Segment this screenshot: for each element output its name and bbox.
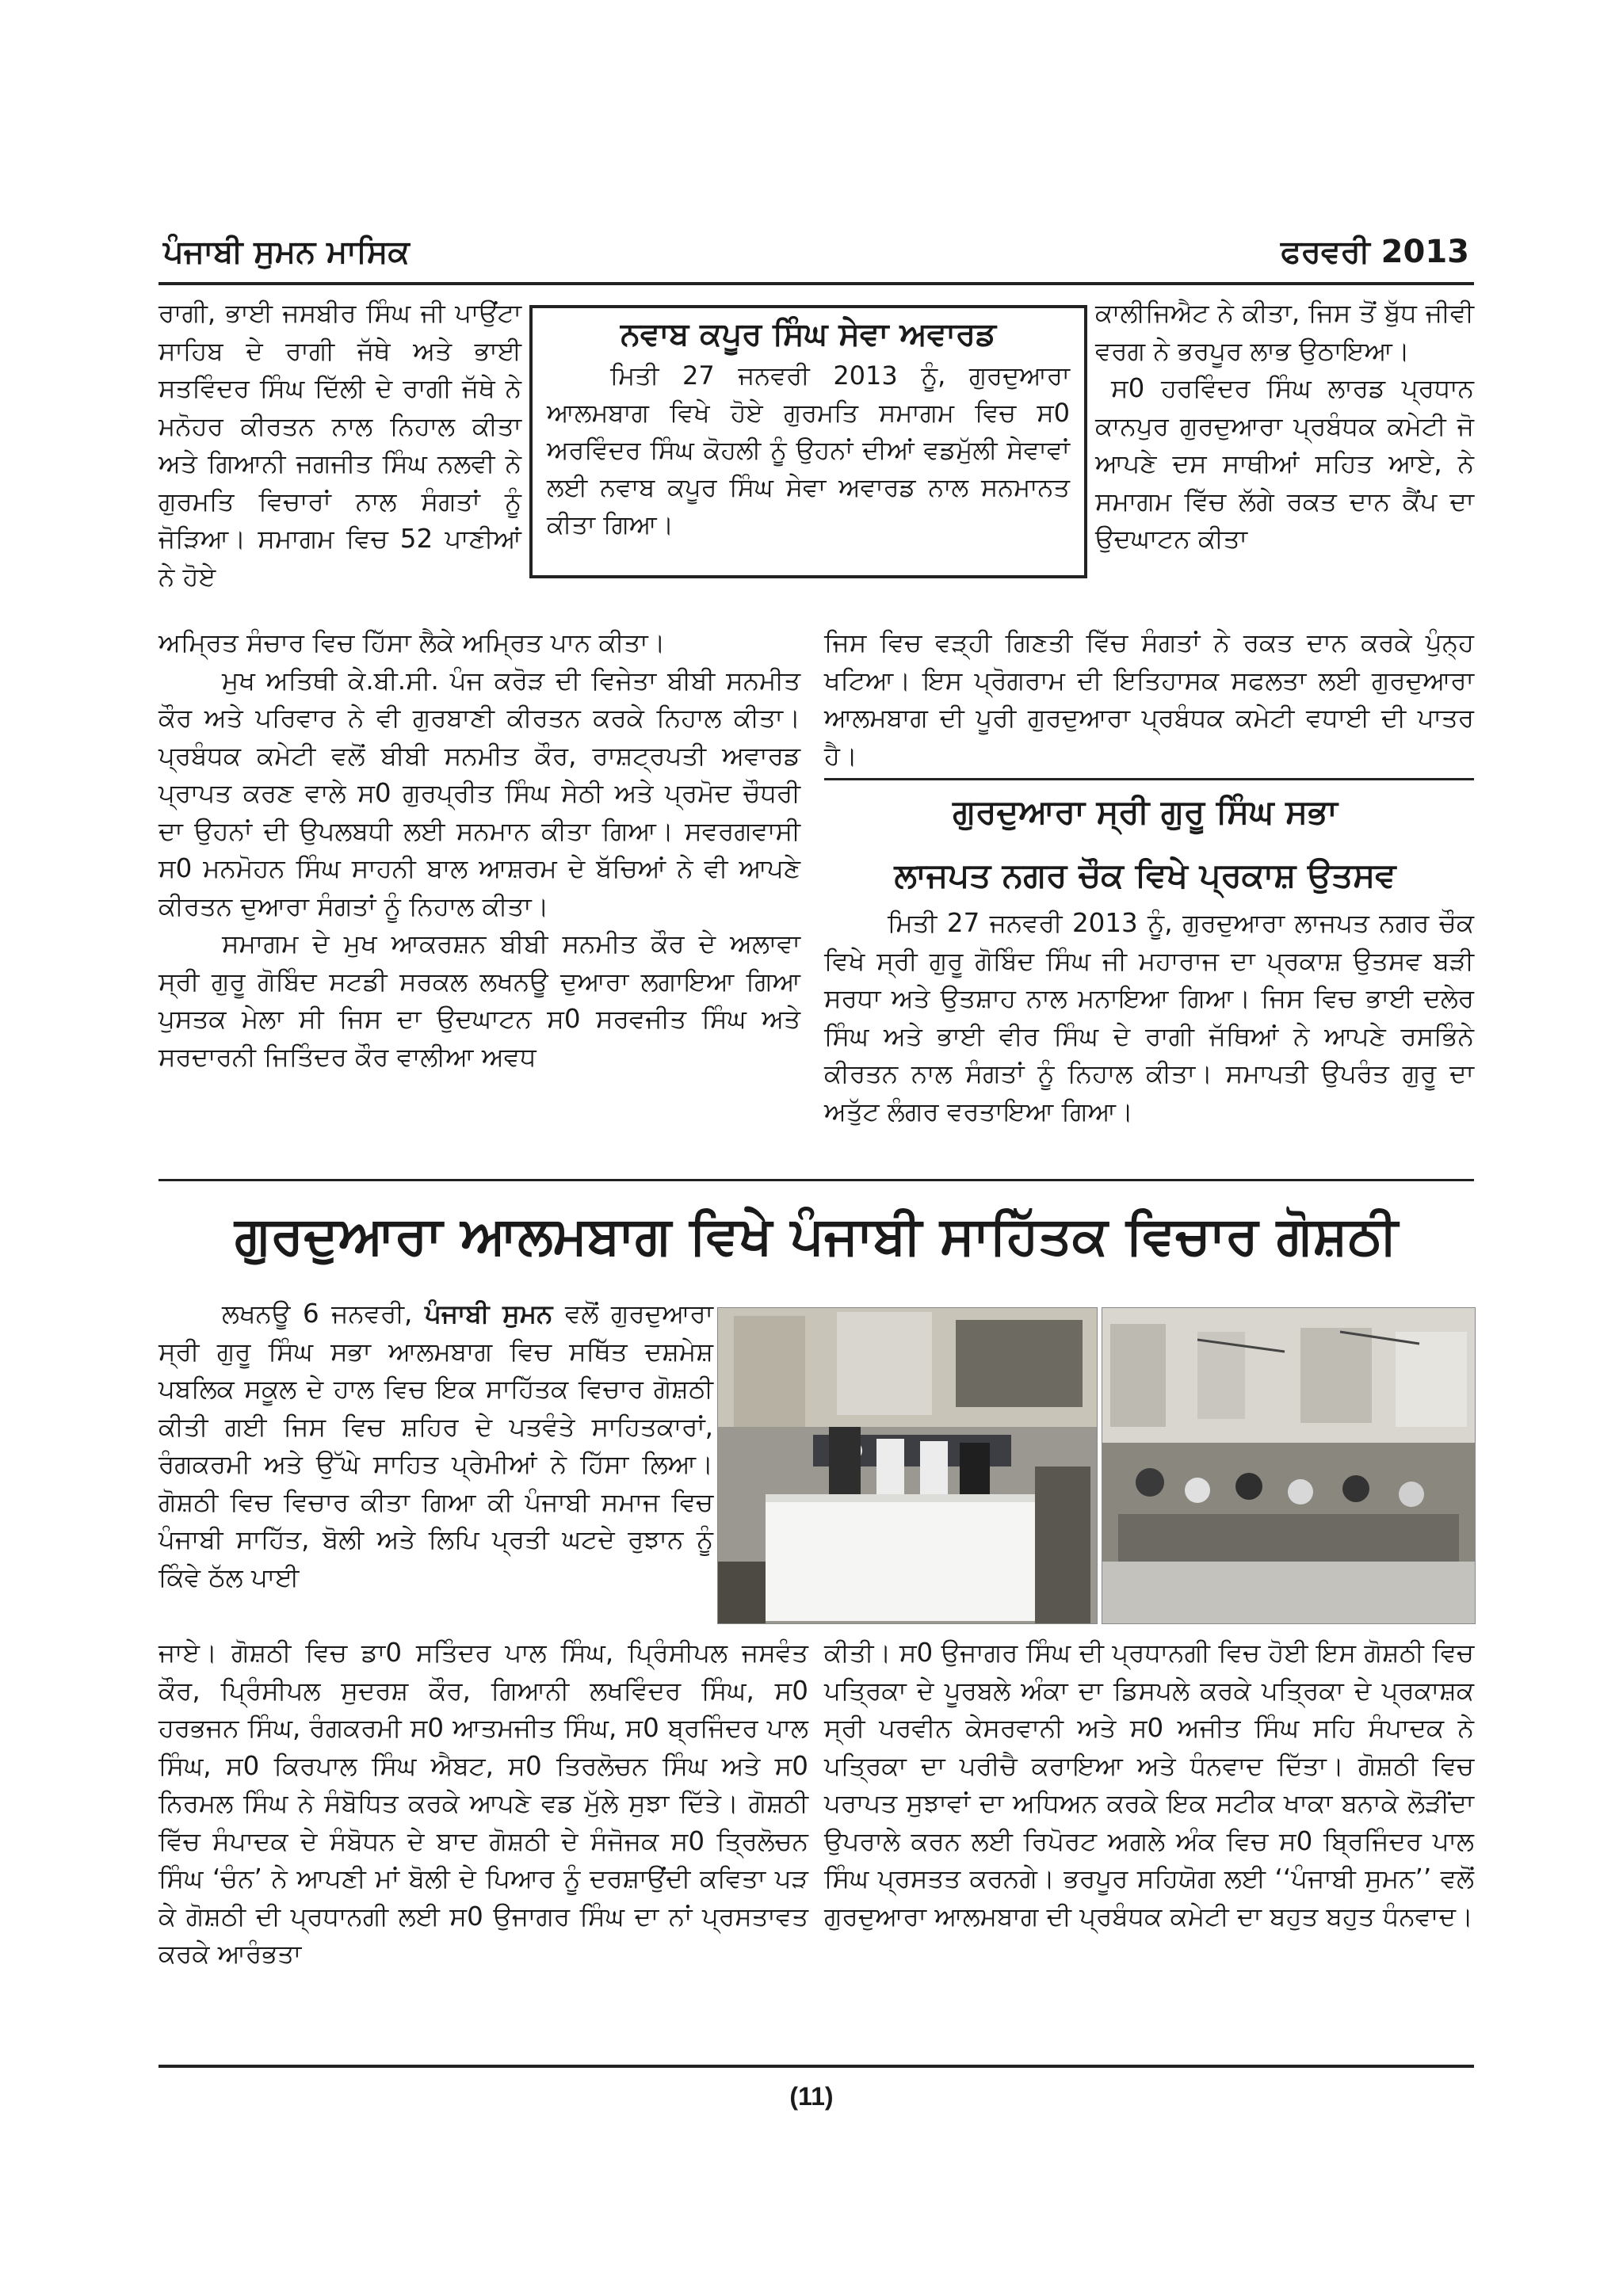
top-right-paragraph-2: ਸ0 ਹਰਵਿੰਦਰ ਸਿੰਘ ਲਾਰਡ ਪ੍ਰਧਾਨ ਕਾਨਪੁਰ ਗੁਰਦੁਆਰਾ ਪ੍ਰਬੰਧਕ ਕਮੇਟੀ ਜੋ ਆਪਣੇ ਦਸ ਸਾਥੀਆਂ ਸਹਿਤ ਆਏ, ਨੇ ਸਮਾਗਮ ਵਿੱਚ ਲੱਗੇ ਰਕਤ ਦਾਨ ਕੈਂਪ ਦਾ ਉਦਘਾਟਨ ਕੀਤਾ	[1095, 373, 1474, 554]
header-rule	[158, 282, 1474, 285]
award-box-body: ਮਿਤੀ 27 ਜਨਵਰੀ 2013 ਨੂੰ, ਗੁਰਦੁਆਰਾ ਆਲਮਬਾਗ ਵਿਖੇ ਹੋਏ ਗੁਰਮਤਿ ਸਮਾਗਮ ਵਿਚ ਸ0 ਅਰਵਿੰਦਰ ਸਿੰਘ ਕੋਹਲੀ ਨੂੰ ਉਹਨਾਂ ਦੀਆਂ ਵਡਮੁੱਲੀ ਸੇਵਾਵਾਂ ਲਈ ਨਵਾਬ ਕਪੂਰ ਸਿੰਘ ਸੇਵਾ ਅਵਾਰਡ ਨਾਲ ਸਨਮਾਨਤ ਕੀਤਾ ਗਿਆ।	[547, 360, 1070, 540]
main-article-intro	[158, 1295, 713, 1596]
main-article-right-column	[824, 1634, 1474, 1936]
left-column	[158, 624, 800, 1076]
right-section-rule	[824, 778, 1474, 780]
right-paragraph-2: ਮਿਤੀ 27 ਜਨਵਰੀ 2013 ਨੂੰ, ਗੁਰਦੁਆਰਾ ਲਾਜਪਤ ਨਗਰ ਚੌਕ ਵਿਖੇ ਸ੍ਰੀ ਗੁਰੂ ਗੋਬਿੰਦ ਸਿੰਘ ਜੀ ਮਹਾਰਾਜ ਦਾ ਪ੍ਰਕਾਸ਼ ਉਤਸਵ ਬੜੀ ਸਰਧਾ ਅਤੇ ਉਤਸ਼ਾਹ ਨਾਲ ਮਨਾਇਆ ਗਿਆ। ਜਿਸ ਵਿਚ ਭਾਈ ਦਲੇਰ ਸਿੰਘ ਅਤੇ ਭਾਈ ਵੀਰ ਸਿੰਘ ਦੇ ਰਾਗੀ ਜੱਥਿਆਂ ਨੇ ਆਪਣੇ ਰਸਭਿੰਨੇ ਕੀਰਤਨ ਨਾਲ ਸੰਗਤਾਂ ਨੂੰ ਨਿਹਾਲ ਕੀਤਾ। ਸਮਾਪਤੀ ਉਪਰੰਤ ਗੁਰੂ ਦਾ ਅਤੁੱਟ ਲੰਗਰ ਵਰਤਾਇਆ ਗਿਆ।	[824, 908, 1474, 1127]
lajpat-heading-line-2: ਲਾਜਪਤ ਨਗਰ ਚੌਕ ਵਿਖੇ ਪ੍ਰਕਾਸ਼ ਉਤਸਵ	[894, 856, 1396, 894]
magazine-title: ਪੰਜਾਬੀ ਸੁਮਨ ਮਾਸਿਕ	[163, 234, 410, 270]
audience-photo-graphic	[1102, 1308, 1475, 1623]
top-right-paragraph-1: ਕਾਲੀਜਿਐਟ ਨੇ ਕੀਤਾ, ਜਿਸ ਤੋਂ ਬੁੱਧ ਜੀਵੀ ਵਰਗ ਨੇ ਭਰਪੂਰ ਲਾਭ ਉਠਾਇਆ।	[1095, 298, 1474, 366]
main-article-left-paragraph: ਜਾਏ। ਗੋਸ਼ਠੀ ਵਿਚ ਡਾ0 ਸਤਿੰਦਰ ਪਾਲ ਸਿੰਘ, ਪ੍ਰਿੰਸੀਪਲ ਜਸਵੰਤ ਕੌਰ, ਪ੍ਰਿੰਸੀਪਲ ਸੁਦਰਸ਼ ਕੌਰ, ਗਿਆਨੀ ਲਖਵਿੰਦਰ ਸਿੰਘ, ਸ0 ਹਰਭਜਨ ਸਿੰਘ, ਰੰਗਕਰਮੀ ਸ0 ਆਤਮਜੀਤ ਸਿੰਘ, ਸ0 ਬ੍ਰਜਿੰਦਰ ਪਾਲ ਸਿੰਘ, ਸ0 ਕਿਰਪਾਲ ਸਿੰਘ ਐਬਟ, ਸ0 ਤਿਰਲੋਚਨ ਸਿੰਘ ਅਤੇ ਸ0 ਨਿਰਮਲ ਸਿੰਘ ਨੇ ਸੰਬੋਧਿਤ ਕਰਕੇ ਆਪਣੇ ਵਡ ਮੁੱਲੇ ਸੁਝਾ ਦਿੱਤੇ। ਗੋਸ਼ਠੀ ਵਿੱਚ ਸੰਪਾਦਕ ਦੇ ਸੰਬੋਧਨ ਦੇ ਬਾਦ ਗੋਸ਼ਠੀ ਦੇ ਸੰਜੋਜਕ ਸ0 ਤ੍ਰਿਲੋਚਨ ਸਿੰਘ ‘ਚੰਨ’ ਨੇ ਆਪਣੀ ਮਾਂ ਬੋਲੀ ਦੇ ਪਿਆਰ ਨੂੰ ਦਰਸ਼ਾਉਂਦੀ ਕਵਿਤਾ ਪੜ ਕੇ ਗੋਸ਼ਠੀ ਦੀ ਪ੍ਰਧਾਨਗੀ ਲਈ ਸ0 ਉਜਾਗਰ ਸਿੰਘ ਦਾ ਨਾਂ ਪ੍ਰਸਤਾਵਤ ਕਰਕੇ ਆਰੰਭਤਾ	[158, 1638, 808, 1969]
top-left-column	[158, 295, 521, 596]
issue-date: ਫਰਵਰੀ 2013	[1280, 234, 1469, 270]
main-article-intro-paragraph	[158, 1295, 713, 1596]
right-paragraph-1: ਜਿਸ ਵਿਚ ਵੜ੍ਹੀ ਗਿਣਤੀ ਵਿੱਚ ਸੰਗਤਾਂ ਨੇ ਰਕਤ ਦਾਨ ਕਰਕੇ ਪੁੰਨ੍ਹ ਖਟਿਆ। ਇਸ ਪ੍ਰੋਗਰਾਮ ਦੀ ਇਤਿਹਾਸਕ ਸਫਲਤਾ ਲਈ ਗੁਰਦੁਆਰਾ ਆਲਮਬਾਗ ਦੀ ਪੂਰੀ ਗੁਰਦੁਆਰਾ ਪ੍ਰਬੰਧਕ ਕਮੇਟੀ ਵਧਾਈ ਦੀ ਪਾਤਰ ਹੈ।	[824, 627, 1474, 771]
main-article-title: ਗੁਰਦੁਆਰਾ ਆਲਮਬਾਗ ਵਿਖੇ ਪੰਜਾਬੀ ਸਾਹਿੱਤਕ ਵਿਚਾਰ ਗੋਸ਼ਠੀ	[235, 1205, 1398, 1266]
event-photo-stage	[717, 1307, 1098, 1624]
lajpat-heading-line-1: ਗੁਰਦੁਆਰਾ ਸ੍ਰੀ ਗੁਰੂ ਸਿੰਘ ਸਭਾ	[953, 792, 1338, 831]
intro-lead: ਲਖਨਊ 6 ਜਨਵਰੀ,	[222, 1299, 413, 1329]
event-photo-audience	[1102, 1307, 1476, 1624]
stage-photo-graphic	[718, 1308, 1097, 1623]
right-column-top	[824, 624, 1474, 775]
main-article-top-rule	[158, 1179, 1474, 1181]
award-box-title: ਨਵਾਬ ਕਪੂਰ ਸਿੰਘ ਸੇਵਾ ਅਵਾਰਡ	[620, 316, 997, 353]
award-box	[529, 305, 1087, 578]
intro-publication-name: ਪੰਜਾਬੀ ਸੁਮਨ	[424, 1299, 553, 1329]
top-right-column	[1095, 295, 1474, 559]
top-left-paragraph: ਰਾਗੀ, ਭਾਈ ਜਸਬੀਰ ਸਿੰਘ ਜੀ ਪਾਉਂਟਾ ਸਾਹਿਬ ਦੇ ਰਾਗੀ ਜੱਥੇ ਅਤੇ ਭਾਈ ਸਤਵਿੰਦਰ ਸਿੰਘ ਦਿੱਲੀ ਦੇ ਰਾਗੀ ਜੱਥੇ ਨੇ ਮਨੋਹਰ ਕੀਰਤਨ ਨਾਲ ਨਿਹਾਲ ਕੀਤਾ ਅਤੇ ਗਿਆਨੀ ਜਗਜੀਤ ਸਿੰਘ ਨਲਵੀ ਨੇ ਗੁਰਮਤਿ ਵਿਚਾਰਾਂ ਨਾਲ ਸੰਗਤਾਂ ਨੂੰ ਜੋੜਿਆ। ਸਮਾਗਮ ਵਿਚ 52 ਪਾਣੀਆਂ ਨੇ ਹੋਏ	[158, 298, 521, 592]
intro-rest: ਵਲੋਂ ਗੁਰਦੁਆਰਾ ਸ੍ਰੀ ਗੁਰੂ ਸਿੰਘ ਸਭਾ ਆਲਮਬਾਗ ਵਿਚ ਸਥਿੱਤ ਦਸ਼ਮੇਸ਼ ਪਬਲਿਕ ਸਕੂਲ ਦੇ ਹਾਲ ਵਿਚ ਇਕ ਸਾਹਿੱਤਕ ਵਿਚਾਰ ਗੋਸ਼ਠੀ ਕੀਤੀ ਗਈ ਜਿਸ ਵਿਚ ਸ਼ਹਿਰ ਦੇ ਪਤਵੰਤੇ ਸਾਹਿਤਕਾਰਾਂ, ਰੰਗਕਰਮੀ ਅਤੇ ਉੱਘੇ ਸਾਹਿਤ ਪ੍ਰੇਮੀਆਂ ਨੇ ਹਿੱਸਾ ਲਿਆ। ਗੋਸ਼ਠੀ ਵਿਚ ਵਿਚਾਰ ਕੀਤਾ ਗਿਆ ਕੀ ਪੰਜਾਬੀ ਸਮਾਜ ਵਿਚ ਪੰਜਾਬੀ ਸਾਹਿੱਤ, ਬੋਲੀ ਅਤੇ ਲਿਪਿ ਪ੍ਰਤੀ ਘਟਦੇ ਰੁਝਾਨ ਨੂੰ ਕਿੰਵੇ ਠੱਲ ਪਾਈ	[158, 1299, 713, 1592]
main-article-right-paragraph: ਕੀਤੀ। ਸ0 ਉਜਾਗਰ ਸਿੰਘ ਦੀ ਪ੍ਰਧਾਨਗੀ ਵਿਚ ਹੋਈ ਇਸ ਗੋਸ਼ਠੀ ਵਿਚ ਪਤ੍ਰਿਕਾ ਦੇ ਪੂਰਬਲੇ ਅੰਕਾ ਦਾ ਡਿਸਪਲੇ ਕਰਕੇ ਪਤ੍ਰਿਕਾ ਦੇ ਪ੍ਰਕਾਸ਼ਕ ਸ੍ਰੀ ਪਰਵੀਨ ਕੇਸਰਵਾਨੀ ਅਤੇ ਸ0 ਅਜੀਤ ਸਿੰਘ ਸਹਿ ਸੰਪਾਦਕ ਨੇ ਪਤ੍ਰਿਕਾ ਦਾ ਪਰੀਚੈ ਕਰਾਇਆ ਅਤੇ ਧੰਨਵਾਦ ਦਿੱਤਾ। ਗੋਸ਼ਠੀ ਵਿਚ ਪਰਾਪਤ ਸੁਝਾਵਾਂ ਦਾ ਅਧਿਅਨ ਕਰਕੇ ਇਕ ਸਟੀਕ ਖਾਕਾ ਬਨਾਕੇ ਲੋੜੀਂਦਾ ਉਪਰਾਲੇ ਕਰਨ ਲਈ ਰਿਪੋਰਟ ਅਗਲੇ ਅੰਕ ਵਿਚ ਸ0 ਬ੍ਰਿਜਿੰਦਰ ਪਾਲ ਸਿੰਘ ਪ੍ਰਸਤਤ ਕਰਨਗੇ। ਭਰਪੂਰ ਸਹਿਯੋਗ ਲਈ ‘‘ਪੰਜਾਬੀ ਸੁਮਨ’’ ਵਲੋਂ ਗੁਰਦੁਆਰਾ ਆਲਮਬਾਗ ਦੀ ਪ੍ਰਬੰਧਕ ਕਮੇਟੀ ਦਾ ਬਹੁਤ ਬਹੁਤ ਧੰਨਵਾਦ।	[824, 1638, 1474, 1932]
main-article-left-column	[158, 1634, 808, 1974]
page-number: (11)	[789, 2082, 834, 2111]
right-column-bottom	[824, 905, 1474, 1131]
left-paragraph-2: ਮੁਖ ਅਤਿਥੀ ਕੇ.ਬੀ.ਸੀ. ਪੰਜ ਕਰੋੜ ਦੀ ਵਿਜੇਤਾ ਬੀਬੀ ਸਨਮੀਤ ਕੌਰ ਅਤੇ ਪਰਿਵਾਰ ਨੇ ਵੀ ਗੁਰਬਾਣੀ ਕੀਰਤਨ ਕਰਕੇ ਨਿਹਾਲ ਕੀਤਾ। ਪ੍ਰਬੰਧਕ ਕਮੇਟੀ ਵਲੋਂ ਬੀਬੀ ਸਨਮੀਤ ਕੌਰ, ਰਾਸ਼ਟ੍ਰਪਤੀ ਅਵਾਰਡ ਪ੍ਰਾਪਤ ਕਰਣ ਵਾਲੇ ਸ0 ਗੁਰਪ੍ਰੀਤ ਸਿੰਘ ਸੇਠੀ ਅਤੇ ਪ੍ਰਮੋਦ ਚੌਧਰੀ ਦਾ ਉਹਨਾਂ ਦੀ ਉਪਲਬਧੀ ਲਈ ਸਨਮਾਨ ਕੀਤਾ ਗਿਆ। ਸਵਰਗਵਾਸੀ ਸ0 ਮਨਮੋਹਨ ਸਿੰਘ ਸਾਹਨੀ ਬਾਲ ਆਸ਼ਰਮ ਦੇ ਬੱਚਿਆਂ ਨੇ ਵੀ ਆਪਣੇ ਕੀਰਤਨ ਦੁਆਰਾ ਸੰਗਤਾਂ ਨੂੰ ਨਿਹਾਲ ਕੀਤਾ।	[158, 665, 800, 921]
left-paragraph-3: ਸਮਾਗਮ ਦੇ ਮੁਖ ਆਕਰਸ਼ਨ ਬੀਬੀ ਸਨਮੀਤ ਕੌਰ ਦੇ ਅਲਾਵਾ ਸ੍ਰੀ ਗੁਰੂ ਗੋਬਿੰਦ ਸਟਡੀ ਸਰਕਲ ਲਖਨਊ ਦੁਆਰਾ ਲਗਾਇਆ ਗਿਆ ਪੁਸਤਕ ਮੇਲਾ ਸੀ ਜਿਸ ਦਾ ਉਦਘਾਟਨ ਸ0 ਸਰਵਜੀਤ ਸਿੰਘ ਅਤੇ ਸਰਦਾਰਨੀ ਜਿਤਿੰਦਰ ਕੌਰ ਵਾਲੀਆ ਅਵਧ	[158, 929, 800, 1072]
footer-rule	[158, 2065, 1474, 2068]
left-paragraph-1: ਅਮ੍ਰਿਤ ਸੰਚਾਰ ਵਿਚ ਹਿੱਸਾ ਲੈਕੇ ਅਮ੍ਰਿਤ ਪਾਨ ਕੀਤਾ।	[158, 627, 666, 658]
